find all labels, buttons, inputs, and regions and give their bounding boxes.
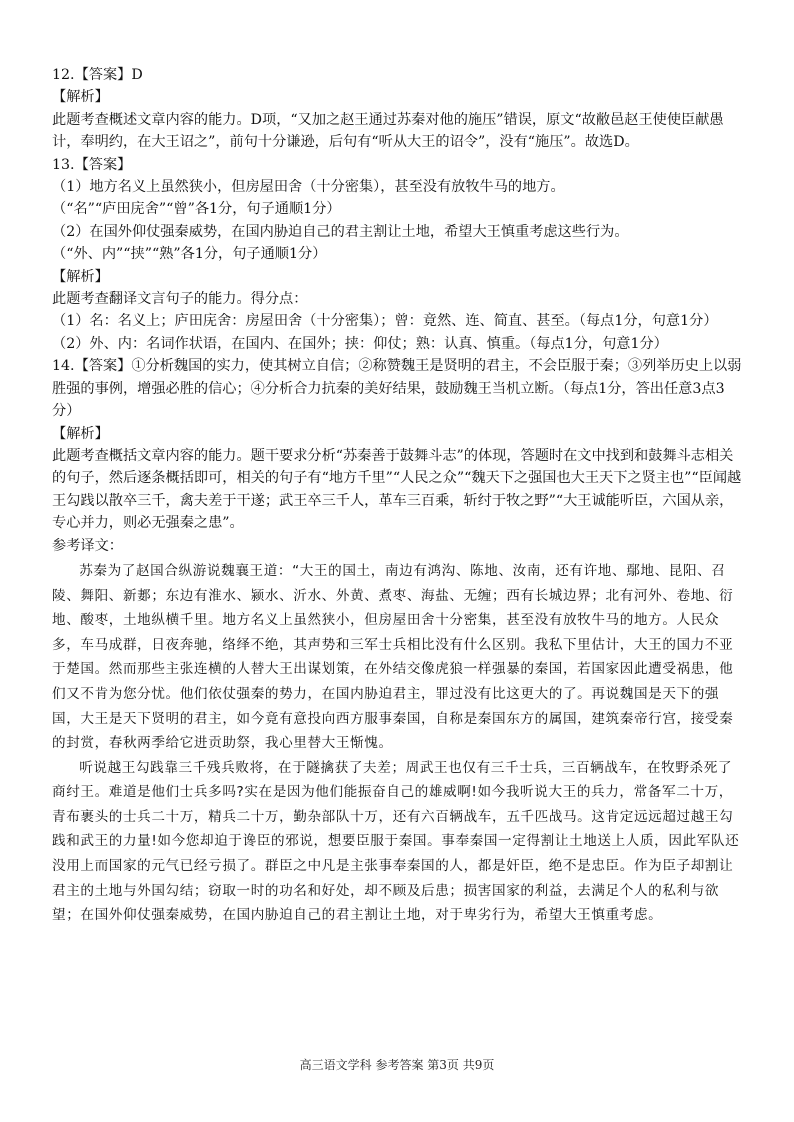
q13-item-2-scoring: （“外、内”“挟”“熟”各1分，句子通顺1分） <box>52 246 327 263</box>
translation-paragraph-2: 听说越王勾践靠三千残兵败将，在于隧擒获了夫差；周武王也仅有三千士兵，三百辆战车，在牧野杀死了商纣王。难道是他们士兵多吗?实在是因为他们能振奋自己的雄威啊!如今我听说大王的兵力，常备军二十万，青布裹头的士兵二十万，精兵二十万，勤杂部队十万，还有六百辆战车，五千匹战马。这肯定远远超过越王勾践和武王的力量!如今您却迫于谗臣的邪说，想要臣服于秦国。事奉秦国一定得割让土地送上人质，因此军队还没用上而国家的元气已经亏损了。群臣之中凡是主张事奉秦国的人，都是奸臣，绝不是忠臣。作为臣子却割让君主的土地与外国勾结；窃取一时的功名和好处，却不顾及后患；损害国家的利益，去满足个人的私利与欲望；在国外仰仗强秦威势，在国内胁迫自己的君主割让土地，对于卑劣行为，希望大王慎重考虑。 <box>52 759 740 924</box>
q12-answer: 12.【答案】D <box>52 67 143 83</box>
q13-analysis-item-1: （1）名：名义上；庐田庑舍：房屋田舍（十分密集）；曾：竟然、连、简直、甚至。（每点1分，句意1分） <box>52 313 718 330</box>
translation-body <box>52 559 742 928</box>
q14-analysis-text: 此题考查概括文章内容的能力。题干要求分析“苏秦善于鼓舞斗志”的体现，答题时在文中找到和鼓舞斗志相关的句子，然后逐条概括即可，相关的句子有“地方千里”“人民之众”“魏天下之强国也大王天下之贤主也”“臣闻越王勾践以散卒三千，禽夫差于干遂；武王卒三千人，革车三百乘，斩纣于牧之野”“大王诚能听臣，六国从亲，专心并力，则必无强秦之患”。 <box>52 447 742 532</box>
q13-analysis-item-2: （2）外、内：名词作状语，在国内、在国外；挟：仰仗；熟：认真、慎重。（每点1分，句意1分） <box>52 335 668 352</box>
q13-analysis-intro: 此题考查翻译文言句子的能力。得分点： <box>52 291 308 308</box>
answer-content <box>52 64 742 928</box>
page-footer: 高三语文学科 参考答案 第3页 共9页 <box>299 1058 495 1072</box>
q13-item-2: （2）在国外仰仗强秦威势，在国内胁迫自己的君主割让土地，希望大王慎重考虑这些行为。 <box>52 223 629 240</box>
q14-answer: 14.【答案】①分析魏国的实力，使其树立自信；②称赞魏王是贤明的君主，不会臣服于秦；③列举历史上以弱胜强的事例，增强必胜的信心；④分析合力抗秦的美好结果，鼓励魏王当机立断。（每点1分，答出任意3点3分） <box>52 358 742 420</box>
q13-analysis-label: 【解析】 <box>52 268 109 285</box>
q13-answer: 13.【答案】 <box>52 156 132 173</box>
translation-paragraph-1: 苏秦为了赵国合纵游说魏襄王道：“大王的国土，南边有鸿沟、陈地、汝南，还有许地、鄢地、昆阳、召陵、舞阳、新郪；东边有淮水、颍水、沂水、外黄、煮枣、海盐、无缠；西有长城边界；北有河外、卷地、衍地、酸枣，土地纵横千里。地方名义上虽然狭小，但房屋田舍十分密集，甚至没有放牧牛马的地方。人民众多，车马成群，日夜奔驰，络绎不绝，其声势和三军士兵相比没有什么区别。我私下里估计，大王的国力不亚于楚国。然而那些主张连横的人替大王出谋划策，在外结交像虎狼一样强暴的秦国，若国家因此遭受祸患，他们又不肯为您分忧。他们依仗强秦的势力，在国内胁迫君主，罪过没有比这更大的了。再说魏国是天下的强国，大王是天下贤明的君主，如今竟有意投向西方服事秦国，自称是秦国东方的属国，建筑秦帝行宫，接受秦的封赏，春秋两季给它进贡助祭，我心里替大王惭愧。 <box>52 562 734 752</box>
q14-analysis-label: 【解析】 <box>52 425 109 442</box>
q13-item-1-scoring: （“名”“庐田庑舍”“曾”各1分，句子通顺1分） <box>52 201 341 218</box>
q13-item-1: （1）地方名义上虽然狭小，但房屋田舍（十分密集），甚至没有放牧牛马的地方。 <box>52 179 565 196</box>
translation-label: 参考译文： <box>52 537 123 554</box>
q12-analysis-label: 【解析】 <box>52 89 109 106</box>
q12-analysis-text: 此题考查概述文章内容的能力。D项，“又加之赵王通过苏秦对他的施压”错误，原文“故敝邑赵王使使臣献愚计，奉明约，在大王诏之”，前句十分谦逊，后句有“听从大王的诏令”，没有“施压”。故选D。 <box>52 111 724 151</box>
